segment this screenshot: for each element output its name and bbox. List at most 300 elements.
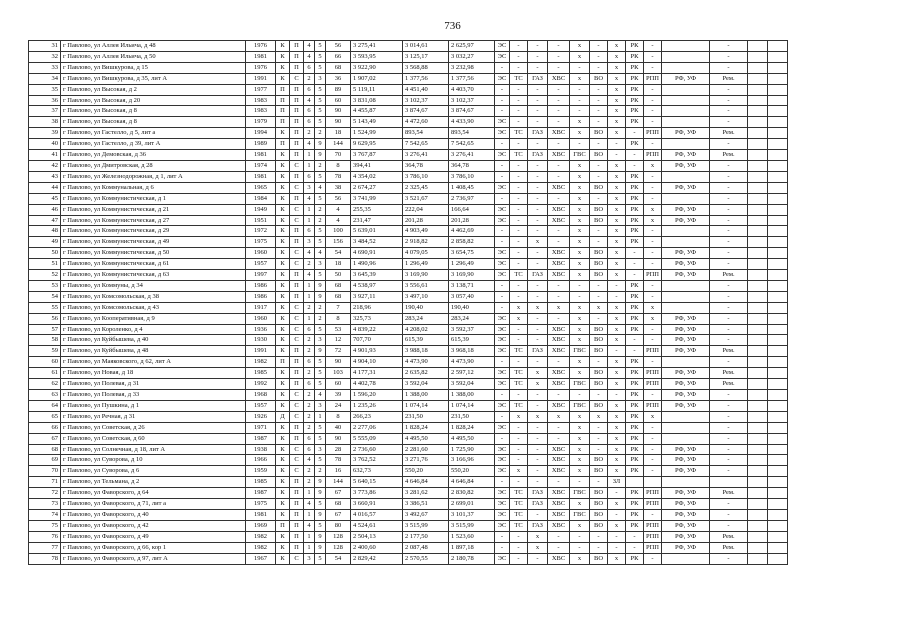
table-cell: - — [626, 150, 644, 161]
table-cell: - — [644, 357, 662, 368]
address-cell: г Павлово, ул Дмитровская, д 28 — [61, 160, 246, 171]
table-cell: П — [290, 357, 304, 368]
table-cell — [768, 41, 788, 52]
table-cell: РПП — [644, 520, 662, 531]
table-cell: ГВС — [570, 509, 590, 520]
table-cell: 1981 — [246, 51, 276, 62]
table-cell: - — [510, 171, 528, 182]
table-cell: К — [276, 160, 290, 171]
table-cell: 3 169,90 — [449, 270, 495, 281]
row-number: 40 — [29, 139, 61, 150]
table-cell: х — [570, 466, 590, 477]
table-cell: - — [510, 106, 528, 117]
table-cell: П — [290, 84, 304, 95]
table-cell: 5 — [315, 237, 326, 248]
table-cell: 5 — [315, 520, 326, 531]
table-cell: 615,39 — [449, 335, 495, 346]
table-cell: РК — [626, 357, 644, 368]
table-cell: 3 — [304, 237, 315, 248]
table-cell: 1 296,49 — [403, 259, 449, 270]
row-number: 34 — [29, 73, 61, 84]
table-row — [29, 41, 788, 52]
table-cell: х — [644, 215, 662, 226]
table-cell: 4 904,10 — [351, 357, 403, 368]
table-cell: х — [570, 368, 590, 379]
table-cell: - — [590, 280, 608, 291]
table-cell: П — [290, 280, 304, 291]
table-cell — [662, 62, 710, 73]
table-cell: 1986 — [246, 280, 276, 291]
address-cell: г Павлово, ул Советская, д 60 — [61, 433, 246, 444]
table-cell — [748, 488, 768, 499]
table-row — [29, 488, 788, 499]
table-cell: ВО — [590, 466, 608, 477]
table-cell: 70 — [326, 150, 351, 161]
table-cell — [748, 499, 768, 510]
table-cell: 5 — [315, 226, 326, 237]
table-cell: - — [548, 357, 570, 368]
table-cell: 1987 — [246, 433, 276, 444]
table-row — [29, 400, 788, 411]
table-cell: П — [290, 520, 304, 531]
table-cell: - — [495, 477, 510, 488]
table-row — [29, 95, 788, 106]
row-number: 64 — [29, 400, 61, 411]
table-cell: - — [495, 302, 510, 313]
table-cell: 68 — [326, 62, 351, 73]
table-cell: 4 473,90 — [403, 357, 449, 368]
table-cell — [662, 237, 710, 248]
table-cell: 4 — [304, 520, 315, 531]
table-row — [29, 139, 788, 150]
address-cell: г Павлово, ул Полевая, д 31 — [61, 379, 246, 390]
table-cell: - — [548, 477, 570, 488]
table-cell: П — [290, 226, 304, 237]
table-cell: х — [570, 444, 590, 455]
address-cell: г Павлово, ул Коммунистическая, д 27 — [61, 215, 246, 226]
row-number: 54 — [29, 291, 61, 302]
table-cell: РК — [626, 324, 644, 335]
table-cell: - — [710, 182, 748, 193]
table-cell: РФ, УФ — [662, 128, 710, 139]
table-cell: х — [608, 182, 626, 193]
table-cell: 5 — [315, 357, 326, 368]
table-cell: - — [510, 280, 528, 291]
table-cell: РК — [626, 455, 644, 466]
table-cell: 1985 — [246, 368, 276, 379]
table-cell: ЭС — [495, 400, 510, 411]
table-cell — [748, 237, 768, 248]
table-row — [29, 106, 788, 117]
table-row — [29, 542, 788, 553]
table-cell — [748, 215, 768, 226]
table-cell — [748, 542, 768, 553]
table-cell: П — [290, 270, 304, 281]
table-cell: 1 377,56 — [449, 73, 495, 84]
table-cell: ЭС — [495, 41, 510, 52]
table-cell: - — [590, 106, 608, 117]
table-cell: 1979 — [246, 117, 276, 128]
table-cell: - — [495, 237, 510, 248]
table-cell: РК — [626, 84, 644, 95]
table-cell: С — [290, 248, 304, 259]
table-cell: 6 — [304, 324, 315, 335]
table-cell: ХВС — [548, 488, 570, 499]
table-cell: РК — [626, 106, 644, 117]
table-cell: - — [528, 280, 548, 291]
table-cell: 4 433,90 — [449, 117, 495, 128]
table-cell: ХВС — [548, 368, 570, 379]
table-cell — [768, 226, 788, 237]
table-cell — [768, 488, 788, 499]
table-cell: РК — [626, 433, 644, 444]
table-cell: - — [510, 41, 528, 52]
table-cell: 9 — [315, 280, 326, 291]
table-cell: 2 625,97 — [449, 41, 495, 52]
table-cell: - — [528, 324, 548, 335]
table-cell: - — [644, 84, 662, 95]
table-cell: 56 — [326, 41, 351, 52]
table-cell: - — [510, 226, 528, 237]
table-cell: ВО — [590, 520, 608, 531]
table-cell: РК — [626, 51, 644, 62]
row-number: 69 — [29, 455, 61, 466]
table-cell: 3 592,37 — [449, 324, 495, 335]
table-cell: 7 542,65 — [403, 139, 449, 150]
table-cell: РПП — [644, 400, 662, 411]
table-cell: 5 — [315, 193, 326, 204]
table-cell: - — [495, 357, 510, 368]
table-cell: - — [590, 313, 608, 324]
table-cell: 4 451,40 — [403, 84, 449, 95]
table-cell: 50 — [326, 270, 351, 281]
table-cell: 3 — [304, 553, 315, 564]
table-cell: РК — [626, 499, 644, 510]
row-number: 73 — [29, 499, 61, 510]
table-cell: х — [608, 237, 626, 248]
table-cell: 6 — [304, 62, 315, 73]
table-cell: С — [290, 259, 304, 270]
table-cell: 2 — [304, 128, 315, 139]
table-cell: 89 — [326, 84, 351, 95]
table-cell: 4 177,31 — [351, 368, 403, 379]
address-cell: г Павлово, ул Суворова, д 6 — [61, 466, 246, 477]
table-cell: К — [276, 302, 290, 313]
table-cell: К — [276, 248, 290, 259]
table-cell: ХВС — [548, 182, 570, 193]
table-cell: 1 524,99 — [351, 128, 403, 139]
table-cell: П — [290, 150, 304, 161]
address-cell: г Павлово, ул Солнечная, д 18, лит А — [61, 444, 246, 455]
table-cell: 1 897,18 — [449, 542, 495, 553]
table-cell: - — [608, 509, 626, 520]
table-cell: 201,28 — [403, 215, 449, 226]
table-cell: ВО — [590, 400, 608, 411]
table-cell: - — [710, 106, 748, 117]
table-cell: 218,96 — [351, 302, 403, 313]
table-cell: К — [276, 553, 290, 564]
table-cell — [768, 335, 788, 346]
table-cell: 2 736,60 — [351, 444, 403, 455]
table-cell: - — [510, 531, 528, 542]
row-number: 71 — [29, 477, 61, 488]
table-cell: - — [608, 291, 626, 302]
table-cell: - — [548, 433, 570, 444]
table-cell: 8 — [326, 313, 351, 324]
table-cell: П — [290, 237, 304, 248]
table-cell: - — [570, 280, 590, 291]
table-cell: х — [608, 411, 626, 422]
table-cell: х — [570, 41, 590, 52]
table-cell — [748, 477, 768, 488]
table-cell: - — [710, 171, 748, 182]
table-cell: х — [570, 335, 590, 346]
table-cell: - — [590, 171, 608, 182]
table-cell: х — [644, 411, 662, 422]
table-cell: 1 490,96 — [351, 259, 403, 270]
row-number: 45 — [29, 193, 61, 204]
table-cell: х — [608, 433, 626, 444]
table-cell: ТС — [510, 150, 528, 161]
table-cell: - — [710, 357, 748, 368]
table-cell: П — [290, 291, 304, 302]
table-cell: 128 — [326, 542, 351, 553]
table-cell: 3 654,75 — [449, 248, 495, 259]
table-cell: - — [548, 62, 570, 73]
table-cell — [748, 270, 768, 281]
table-cell: 6 — [304, 357, 315, 368]
table-cell: 18 — [326, 128, 351, 139]
table-cell: ГАЗ — [528, 520, 548, 531]
table-cell: РК — [626, 95, 644, 106]
table-cell — [768, 182, 788, 193]
table-cell: - — [626, 335, 644, 346]
table-cell: 266,23 — [351, 411, 403, 422]
table-cell: х — [570, 357, 590, 368]
table-cell: ТС — [510, 509, 528, 520]
table-cell: - — [590, 117, 608, 128]
table-cell: 1972 — [246, 226, 276, 237]
table-cell: ЭС — [495, 509, 510, 520]
address-cell: г Павлово, ул Коммунистическая, д 49 — [61, 237, 246, 248]
table-cell: 9 — [315, 477, 326, 488]
table-cell: РФ, УФ — [662, 182, 710, 193]
table-cell: К — [276, 422, 290, 433]
table-cell: 78 — [326, 171, 351, 182]
table-cell: 78 — [326, 455, 351, 466]
table-cell: - — [495, 433, 510, 444]
table-cell — [662, 226, 710, 237]
table-cell: К — [276, 400, 290, 411]
table-cell: - — [710, 433, 748, 444]
row-number: 47 — [29, 215, 61, 226]
table-cell: 1917 — [246, 302, 276, 313]
table-cell: 3 568,88 — [403, 62, 449, 73]
table-cell: РК — [626, 117, 644, 128]
table-cell: 1 388,00 — [403, 390, 449, 401]
table-cell: 1 388,00 — [449, 390, 495, 401]
table-cell: ЭС — [495, 215, 510, 226]
address-cell: г Павлово, ул Коммунистическая, д 63 — [61, 270, 246, 281]
table-cell: 4 079,05 — [403, 248, 449, 259]
table-cell: РФ, УФ — [662, 379, 710, 390]
row-number: 38 — [29, 117, 61, 128]
table-cell: П — [276, 357, 290, 368]
table-cell — [748, 444, 768, 455]
table-cell: - — [644, 422, 662, 433]
table-cell: - — [644, 455, 662, 466]
table-cell: РК — [626, 62, 644, 73]
table-cell: 1930 — [246, 335, 276, 346]
table-cell: 2 597,12 — [449, 368, 495, 379]
table-cell: 1 523,60 — [449, 531, 495, 542]
table-cell — [748, 280, 768, 291]
table-cell: ХВС — [548, 444, 570, 455]
table-cell: 3 660,91 — [351, 499, 403, 510]
table-cell: х — [608, 335, 626, 346]
table-cell: 1951 — [246, 215, 276, 226]
address-cell: г Павлово, ул Речная, д 31 — [61, 411, 246, 422]
table-cell: - — [510, 433, 528, 444]
table-cell: Рем. — [710, 488, 748, 499]
table-cell: - — [510, 204, 528, 215]
table-cell: РК — [626, 444, 644, 455]
table-cell: - — [510, 390, 528, 401]
table-cell: - — [548, 106, 570, 117]
table-cell — [748, 357, 768, 368]
table-row — [29, 302, 788, 313]
table-cell: - — [510, 117, 528, 128]
table-cell: 4 — [304, 139, 315, 150]
table-cell: ТС — [510, 488, 528, 499]
table-cell — [768, 509, 788, 520]
table-cell — [662, 357, 710, 368]
table-cell — [748, 95, 768, 106]
table-cell: - — [644, 509, 662, 520]
table-cell: - — [590, 95, 608, 106]
address-cell: г Павлово, ул Коммуны, д 34 — [61, 280, 246, 291]
table-cell — [768, 193, 788, 204]
table-cell: 3 922,90 — [351, 62, 403, 73]
table-cell: 4 472,60 — [403, 117, 449, 128]
table-cell: - — [495, 291, 510, 302]
table-cell: 4 016,57 — [351, 509, 403, 520]
address-cell: г Павлово, ул Фаворского, д 97, лит А — [61, 553, 246, 564]
table-cell — [748, 531, 768, 542]
table-cell — [768, 324, 788, 335]
table-cell: ХВС — [548, 270, 570, 281]
table-cell — [768, 95, 788, 106]
table-cell — [748, 324, 768, 335]
table-cell: - — [710, 455, 748, 466]
table-cell: 5 — [315, 433, 326, 444]
table-cell: - — [528, 182, 548, 193]
table-cell: - — [510, 237, 528, 248]
table-cell: 1 — [315, 411, 326, 422]
table-cell: РК — [626, 193, 644, 204]
table-cell: РФ, УФ — [662, 324, 710, 335]
table-cell: РПП — [644, 73, 662, 84]
table-cell: ВО — [590, 128, 608, 139]
table-cell: - — [528, 455, 548, 466]
table-cell — [768, 215, 788, 226]
table-cell: 1926 — [246, 411, 276, 422]
address-cell: г Павлово, ул Коммунистическая, д 61 — [61, 259, 246, 270]
table-cell: - — [570, 95, 590, 106]
table-cell: РФ, УФ — [662, 204, 710, 215]
table-cell: х — [570, 520, 590, 531]
row-number: 48 — [29, 226, 61, 237]
table-cell: 3 593,95 — [351, 51, 403, 62]
table-cell: 6 — [304, 171, 315, 182]
table-cell: - — [528, 335, 548, 346]
table-cell: - — [548, 313, 570, 324]
address-cell: г Павлово, ул Коммунальная, д 6 — [61, 182, 246, 193]
table-cell: 5 — [315, 62, 326, 73]
address-cell: г Павлово, ул Железнодорожная, д 1, лит А — [61, 171, 246, 182]
table-cell — [768, 291, 788, 302]
table-cell: х — [644, 313, 662, 324]
table-cell — [662, 422, 710, 433]
address-cell: г Павлово, ул Куйбышева, д 40 — [61, 335, 246, 346]
table-cell: 1 — [304, 531, 315, 542]
table-cell: 1971 — [246, 422, 276, 433]
address-cell: г Павлово, ул Новая, д 18 — [61, 368, 246, 379]
table-row — [29, 346, 788, 357]
table-cell — [748, 193, 768, 204]
table-cell: - — [626, 542, 644, 553]
table-cell — [748, 390, 768, 401]
table-cell: 222,04 — [403, 204, 449, 215]
table-cell: К — [276, 270, 290, 281]
table-cell: 2 — [315, 466, 326, 477]
table-cell: - — [548, 95, 570, 106]
table-cell: 1 — [304, 542, 315, 553]
table-cell: Рем. — [710, 128, 748, 139]
table-cell: РФ, УФ — [662, 270, 710, 281]
table-cell: 4 538,97 — [351, 280, 403, 291]
address-cell: г Павлово, ул Гастелло, д 5, лит а — [61, 128, 246, 139]
table-cell: К — [276, 171, 290, 182]
table-cell: 2 — [304, 411, 315, 422]
table-cell: П — [290, 346, 304, 357]
address-cell: г Павлово, ул Коммунистическая, д 29 — [61, 226, 246, 237]
table-cell: РК — [626, 422, 644, 433]
table-cell: 2 918,82 — [403, 237, 449, 248]
table-cell: К — [276, 280, 290, 291]
table-cell: П — [290, 531, 304, 542]
table-row — [29, 499, 788, 510]
table-cell: - — [710, 237, 748, 248]
table-cell: ГВС — [570, 400, 590, 411]
table-cell: - — [495, 62, 510, 73]
address-cell: г Павлово, ул Высокая, д 8 — [61, 117, 246, 128]
table-cell: 8 — [326, 160, 351, 171]
address-cell: г Павлово, ул Фаворского, д 42 — [61, 520, 246, 531]
table-cell: - — [528, 117, 548, 128]
table-cell: х — [570, 248, 590, 259]
table-cell: х — [644, 302, 662, 313]
table-cell: 16 — [326, 466, 351, 477]
table-cell: - — [644, 433, 662, 444]
table-cell — [748, 51, 768, 62]
table-cell: - — [528, 226, 548, 237]
table-cell: 632,73 — [351, 466, 403, 477]
page-number: 736 — [444, 20, 461, 32]
table-cell: - — [548, 160, 570, 171]
table-cell: 1 — [304, 280, 315, 291]
row-number: 59 — [29, 346, 61, 357]
